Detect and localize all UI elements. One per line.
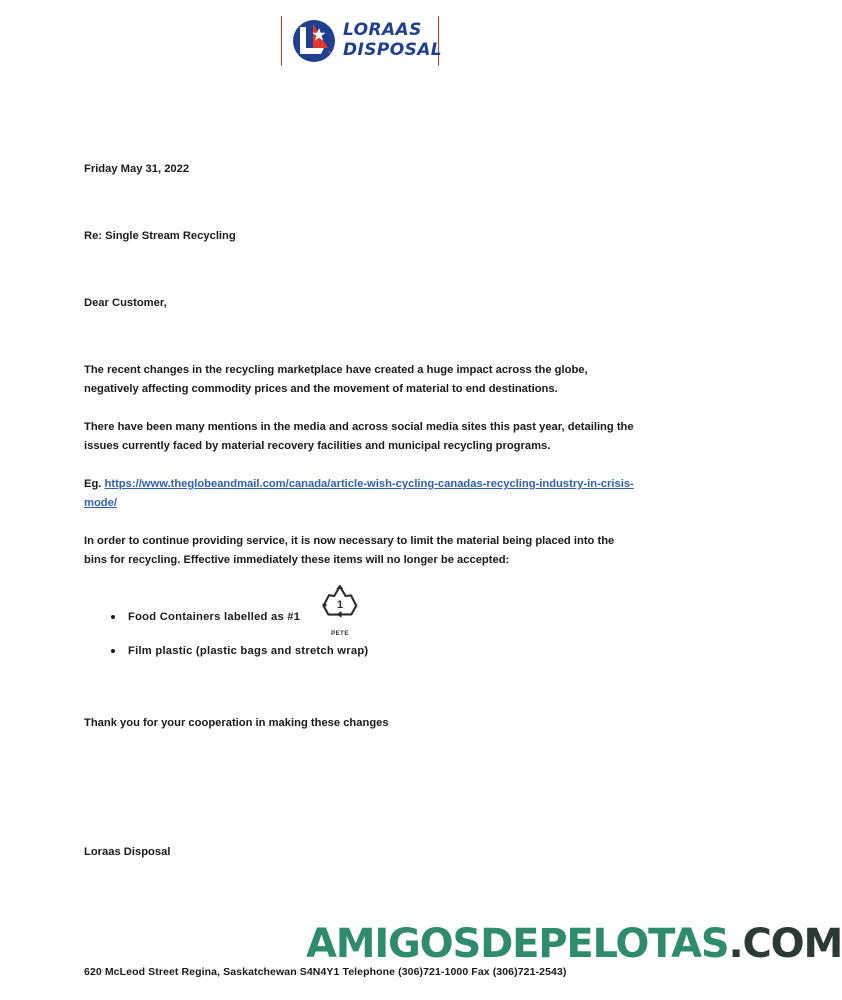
letter-salutation: Dear Customer, (84, 297, 167, 309)
resin-code-label: PETE (331, 631, 349, 637)
reference-link-line (84, 475, 640, 513)
globe-and-mail-article-link[interactable]: https://www.theglobeandmail.com/canada/article-wish-cycling-canadas-recycling-industry-in-crisis-mode/ (84, 478, 634, 509)
letter-subject: Re: Single Stream Recycling (84, 230, 236, 242)
letter-paragraph-2: There have been many mentions in the media and across social media sites this past year, detailing the issues currently faced by material recovery facilities and municipal recycling programs. (84, 421, 634, 452)
logo-wordmark-line1: LORAAS (343, 20, 422, 40)
list-item: Film plastic (plastic bags and stretch wrap) (128, 642, 640, 661)
loraas-sailboat-logo-icon (291, 19, 337, 63)
letter-date: Friday May 31, 2022 (84, 163, 190, 175)
resin-code-number: 1 (336, 599, 344, 611)
logo-wordmark-line2: DISPOSAL (343, 40, 443, 60)
logo-wordmark (343, 20, 442, 60)
mobius-recycling-triangle-icon (318, 582, 362, 622)
letter-signature: Loraas Disposal (84, 846, 171, 858)
list-item: Food Containers labelled as #1 (128, 608, 640, 627)
letter-paragraph-3: In order to continue providing service, it is now necessary to limit the material being placed into the bins for recycling. Effective immediately these items will no longer be accepted: (84, 535, 615, 566)
letter-body (84, 160, 640, 862)
recycling-symbol (316, 582, 364, 637)
link-prefix: Eg. (84, 478, 102, 490)
letterhead (0, 12, 720, 78)
letter-paragraph-1: The recent changes in the recycling marketplace have created a huge impact across the globe, negatively affecting commodity prices and the movement of material to end destinations. (84, 364, 588, 395)
site-watermark (306, 922, 842, 966)
letter-closing: Thank you for your cooperation in making these changes (84, 717, 389, 729)
watermark-main-text: AMIGOSDEPELOTAS (306, 921, 729, 967)
company-logo (281, 12, 443, 70)
footer-address: 620 McLeod Street Regina, Saskatchewan S4N4Y1 Telephone (306)721-1000 Fax (306)721-2543) (84, 966, 567, 978)
watermark-tld-text: .COM (728, 921, 842, 967)
